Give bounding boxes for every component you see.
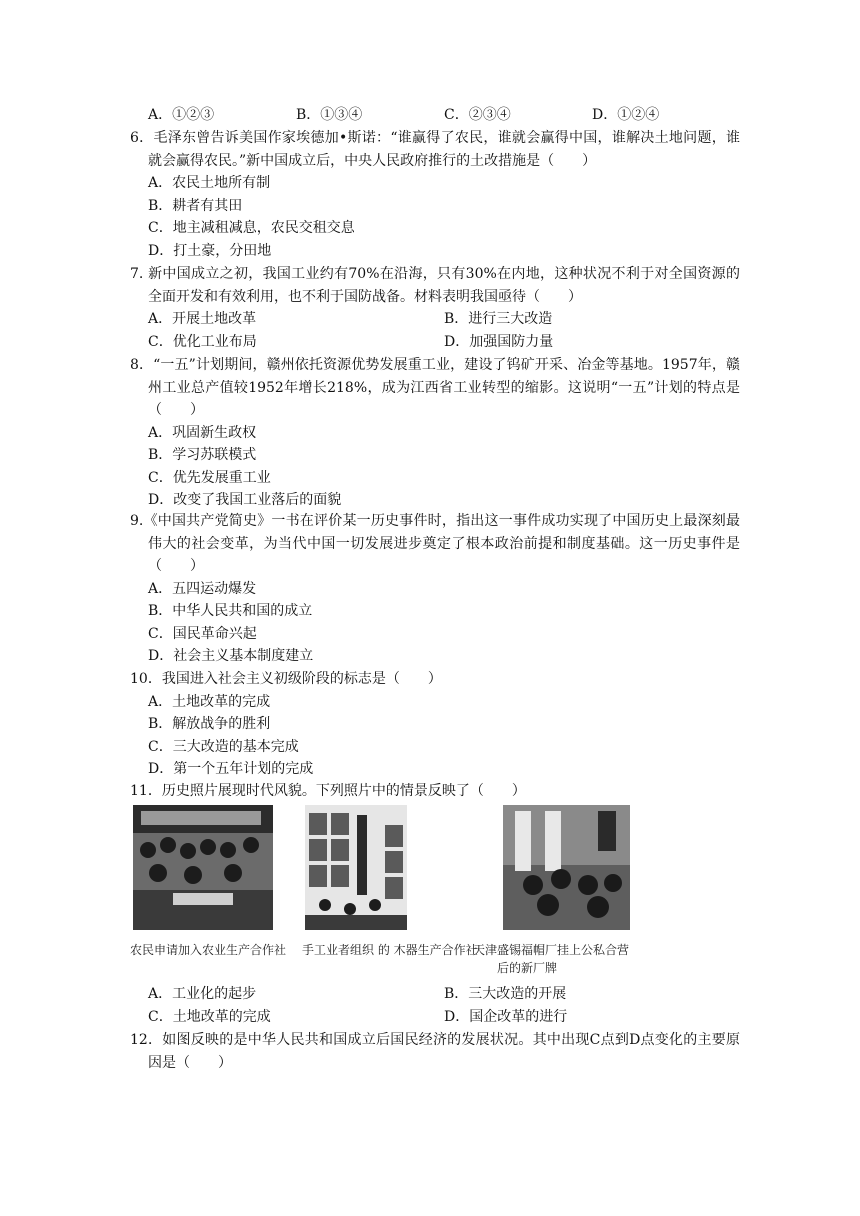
option-b: B．学习苏联模式 — [148, 447, 257, 463]
question-stem: 9.《中国共产党简史》一书在评价某一历史事件时，指出这一事件成功实现了中国历史上最深刻最伟大的社会变革，为当代中国一切发展进步奠定了根本政治前提和制度基础。这一历史事件是（ ） — [130, 513, 740, 574]
question-11-options — [130, 983, 740, 1028]
question-stem: 11．历史照片展现时代风貌。下列照片中的情景反映了（ ） — [130, 783, 526, 799]
option-a: A．①②③ — [148, 107, 215, 123]
photo-caption-3-line2: 后的新厂牌 — [497, 961, 558, 975]
photo-hat-factory-sign — [503, 805, 630, 930]
option-b: B．三大改造的开展 — [444, 986, 567, 1002]
option-c: C．②③④ — [444, 107, 511, 123]
question-stem: 12．如图反映的是中华人民共和国成立后国民经济的发展状况。其中出现C点到D点变化的主要原因是（ ） — [130, 1032, 740, 1071]
option-a: A．巩固新生政权 — [148, 424, 257, 441]
option-b: B．解放战争的胜利 — [148, 716, 271, 732]
option-a: A．五四运动爆发 — [148, 580, 257, 597]
question-11 — [130, 780, 740, 803]
option-c: C．地主减租减息，农民交租交息 — [148, 220, 355, 236]
question-9 — [130, 510, 740, 668]
option-d: D．打土豪，分田地 — [148, 242, 272, 259]
option-d: D．①②④ — [592, 107, 660, 123]
photo-caption-2: 手工业者组织 的 木器生产合作社 — [302, 943, 478, 957]
question-10 — [130, 668, 740, 781]
option-c: C．土地改革的完成 — [148, 1008, 271, 1025]
option-a: A．工业化的起步 — [148, 986, 257, 1002]
question-6 — [130, 127, 740, 262]
question-8 — [130, 354, 740, 512]
question-7 — [130, 263, 740, 353]
option-a: A．开展土地改革 — [148, 311, 257, 327]
option-b: B．耕者有其田 — [148, 197, 243, 214]
option-c: C．国民革命兴起 — [148, 625, 257, 642]
question-stem: 10．我国进入社会主义初级阶段的标志是（ ） — [130, 671, 442, 687]
photo-caption-1: 农民申请加入农业生产合作社 — [130, 943, 287, 957]
option-b: B．中华人民共和国的成立 — [148, 603, 313, 619]
option-a: A．农民土地所有制 — [148, 175, 271, 191]
option-a: A．土地改革的完成 — [148, 693, 271, 710]
question-12 — [130, 1029, 740, 1074]
option-c: C．优先发展重工业 — [148, 469, 271, 486]
question-11-photos — [130, 805, 660, 975]
option-d: D．国企改革的进行 — [444, 1008, 568, 1025]
question-stem: 8．“一五”计划期间，赣州依托资源优势发展重工业，建设了钨矿开采、冶金等基地。1957年，赣州工业总产值较1952年增长218%，成为江西省工业转型的缩影。这说明“一五”计划的特点是（ ） — [130, 357, 740, 418]
option-d: D．社会主义基本制度建立 — [148, 648, 314, 664]
photo-caption-3: 天津盛锡福帽厂挂上公私合营 — [473, 943, 630, 957]
photo-farmers-cooperative — [133, 805, 273, 930]
question-stem: 6．毛泽东曾告诉美国作家埃德加•斯诺：“谁赢得了农民，谁就会赢得中国，谁解决土地问题，谁就会赢得农民。”新中国成立后，中央人民政府推行的土改措施是（ ） — [130, 130, 740, 169]
option-d: D．第一个五年计划的完成 — [148, 761, 314, 777]
question-5-options — [130, 104, 740, 127]
question-stem: 7. 新中国成立之初，我国工业约有70%在沿海，只有30%在内地，这种状况不利于对全国资源的全面开发和有效利用，也不利于国防战备。材料表明我国亟待（ ） — [130, 266, 740, 305]
option-b: B．①③④ — [296, 107, 363, 123]
option-b: B．进行三大改造 — [444, 311, 553, 327]
option-c: C．三大改造的基本完成 — [148, 738, 299, 755]
option-d: D．加强国防力量 — [444, 333, 554, 350]
photo-woodwork-cooperative — [305, 805, 407, 930]
option-c: C．优化工业布局 — [148, 333, 257, 350]
option-d: D．改变了我国工业落后的面貌 — [148, 492, 342, 508]
